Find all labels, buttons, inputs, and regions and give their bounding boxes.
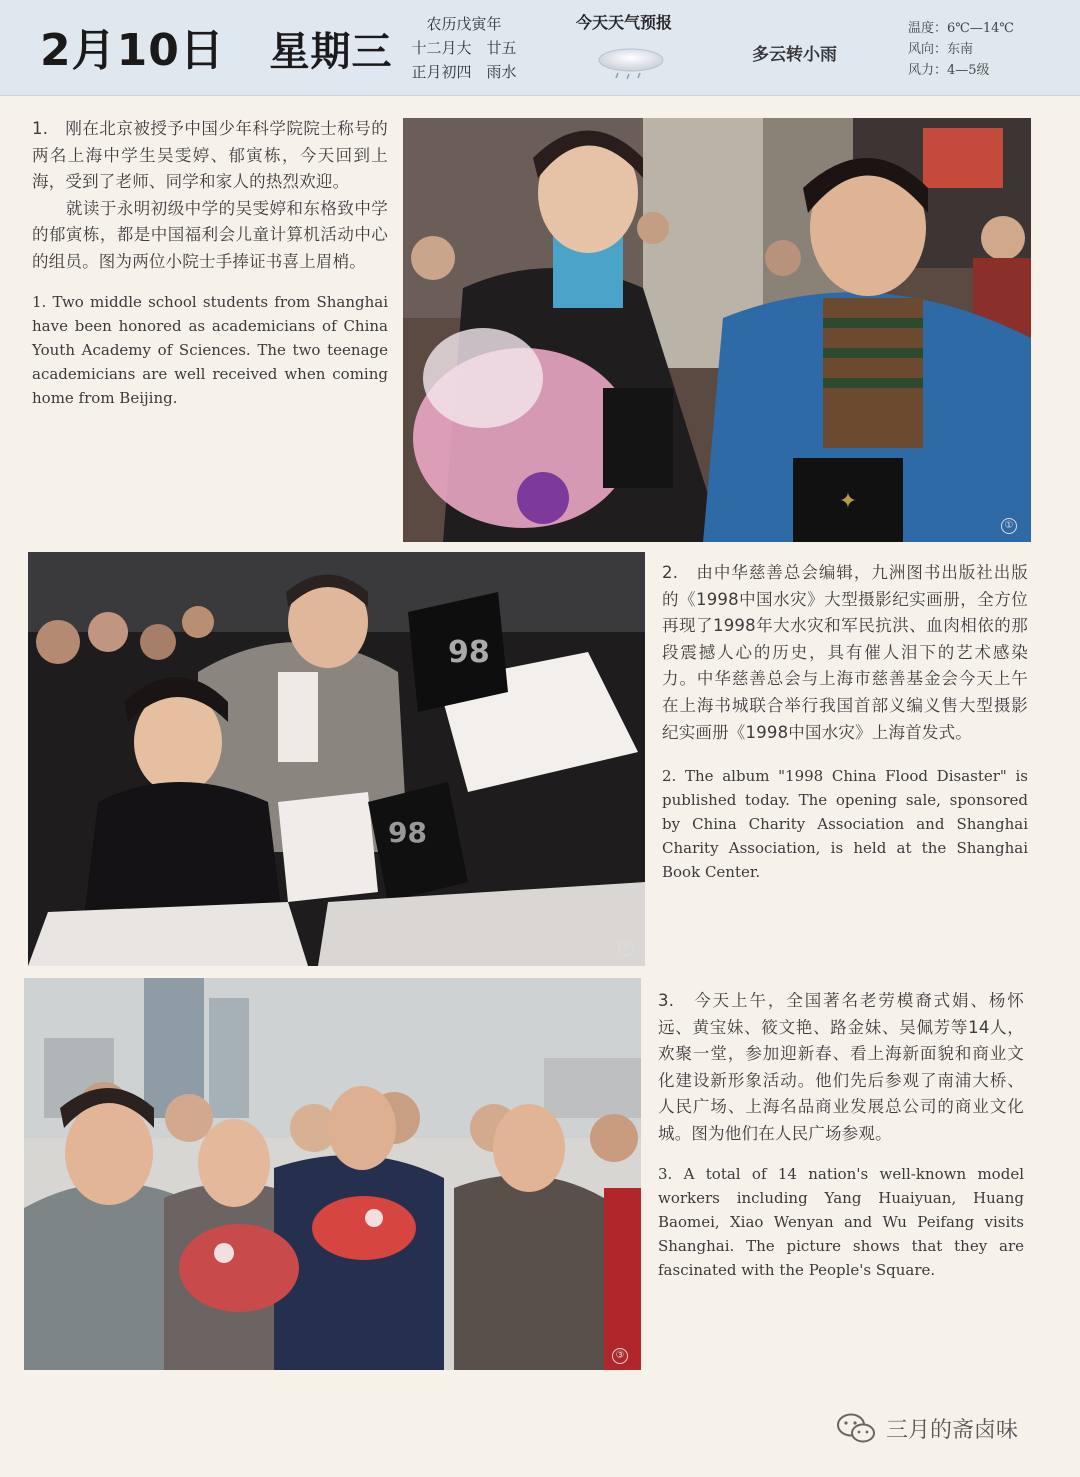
story-3-chinese — [658, 988, 1024, 1148]
date-title — [40, 14, 393, 78]
story-1-text — [32, 116, 388, 410]
wind-force: 风力：4—5级 — [908, 63, 990, 78]
weather-title: 今天天气预报 — [576, 13, 673, 32]
photo-3 — [24, 978, 641, 1370]
cloud-rain-icon — [596, 46, 666, 80]
photo-1-image — [403, 118, 1031, 542]
lunar-line: 农历戊寅年 — [426, 15, 502, 33]
story-2-cn-para: 2. 由中华慈善总会编辑，九洲图书出版社出版的《1998中国水灾》大型摄影纪实画册，全方位再现了1998年大水灾和军民抗洪、血肉相依的那段震撼人心的历史，具有催人泪下的艺术感染力。中华慈善总会与上海市慈善基金会今天上午在上海书城联合举行我国首部义编义售大型摄影纪实画册《1998中国水灾》上海首发式。 — [662, 563, 1028, 742]
lunar-calendar — [404, 12, 524, 84]
story-2-text — [662, 560, 1028, 884]
lunar-line: 正月初四 雨水 — [411, 63, 517, 81]
temperature: 温度：6℃—14℃ — [908, 21, 1014, 36]
weather-description: 多云转小雨 — [752, 45, 837, 65]
story-1-chinese — [32, 116, 388, 276]
photo-1-number: ① — [1001, 518, 1017, 534]
weekday: 星期三 — [269, 29, 393, 75]
photo-1 — [403, 118, 1031, 542]
svg-text:98: 98 — [388, 816, 427, 849]
story-2-chinese — [662, 560, 1028, 746]
watermark — [836, 1412, 1018, 1444]
story-3-text — [658, 988, 1024, 1282]
lunar-line: 十二月大 廿五 — [411, 39, 517, 57]
photo-2-number: ② — [618, 940, 634, 956]
svg-text:✦: ✦ — [838, 489, 858, 514]
photo-2-image — [28, 552, 645, 966]
wechat-icon — [836, 1412, 876, 1444]
story-3-cn-para: 3. 今天上午，全国著名老劳模裔式娟、杨怀远、黄宝妹、筱文艳、路金妹、吴佩芳等14人，欢聚一堂，参加迎新春、看上海新面貌和商业文化建设新形象活动。他们先后参观了南浦大桥、人民广场、上海名品商业发展总公司的商业文化城。图为他们在人民广场参观。 — [658, 991, 1024, 1143]
wind-direction: 风向：东南 — [908, 42, 974, 57]
svg-text:98: 98 — [448, 635, 490, 670]
watermark-text: 三月的斋卤味 — [886, 1417, 1019, 1443]
header-bar — [0, 0, 1080, 96]
story-1-cn-para: 就读于永明初级中学的吴雯婷和东格致中学的郁寅栋，都是中国福利会儿童计算机活动中心的组员。图为两位小院士手捧证书喜上眉梢。 — [32, 198, 388, 271]
story-2-english: 2. The album "1998 China Flood Disaster" is published today. The opening sale, sponsored by China Charity Association and Shanghai Charity Association, is held at the Shanghai Book Center. — [662, 767, 1028, 882]
story-1-cn-para: 1. 刚在北京被授予中国少年科学院院士称号的两名上海中学生吴雯婷、郁寅栋，今天回到上海，受到了老师、同学和家人的热烈欢迎。 — [32, 119, 388, 192]
photo-2 — [28, 552, 645, 966]
story-3-english: 3. A total of 14 nation's well-known model workers including Yang Huaiyuan, Huang Baomei, Xiao Wenyan and Wu Peifang visits Shanghai. The picture shows that they are fascinated with the People's Square. — [658, 1164, 1024, 1279]
story-1-english: 1. Two middle school students from Shanghai have been honored as academicians of China Youth Academy of Sciences. The two teenage academicians are well received when coming home from Beijing. — [32, 292, 388, 407]
photo-3-image — [24, 978, 641, 1370]
photo-3-number: ③ — [612, 1348, 628, 1364]
date: 2月10日 — [40, 25, 225, 76]
weather-stats — [908, 18, 1014, 81]
